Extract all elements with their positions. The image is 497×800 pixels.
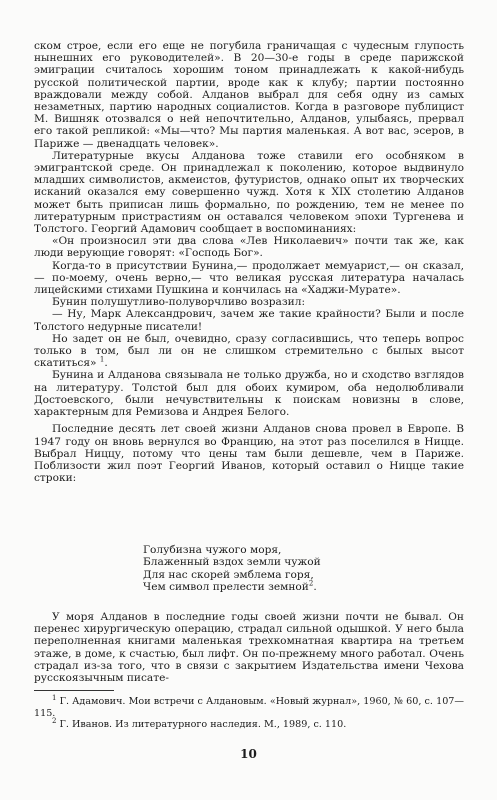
- poem: [143, 544, 443, 594]
- footnote-1: [34, 693, 464, 719]
- paragraph-9: Последние десять лет своей жизни Алданов снова провел в Европе. В 1947 году он вновь вернулся во Францию, на этот раз поселился в Ницце. Выбрал Ниццу, потому что цены там были дешевле, чем в Париже. Поблизости жил поэт Георгий Иванов, который оставил о Ницце такие строки:: [34, 423, 464, 485]
- paragraph-4: Когда-то в присутствии Бунина,— продолжает мемуарист,— он сказал,— по-моему, очень верно,— что великая русская литература началась лицейскими стихами Пушкина и кончилась на «Хаджи-Мурате».: [34, 259, 464, 297]
- poem-line-3: Для нас скорей эмблема горя,: [143, 568, 314, 581]
- page-number: 10: [240, 747, 257, 761]
- paragraph-7: Но задет он не был, очевидно, сразу согласившись, что теперь вопрос только в том, был ли он не слишком стремительно с былых высот скатиться» $^1$.: [34, 332, 464, 370]
- paragraph-8: Бунина и Алданова связывала не только дружба, но и сходство взглядов на литературу. Толстой был для обоих кумиром, оба недолюбливали Достоевского, были нечувствительны к поискам новизны в слове, характерным для Ремизова и Андрея Белого.: [34, 369, 464, 419]
- footnote-2: [34, 719, 464, 731]
- poem-line-2: Блаженный вздох земли чужой: [143, 556, 321, 569]
- footnote-ref-2: 2: [308, 579, 314, 588]
- paragraph-5: Бунин полушутливо-полуворчливо возразил:: [52, 296, 306, 309]
- poem-line-4: Чем символ прелести земной$^2$.: [143, 579, 317, 594]
- footnote-ref-1: 1: [99, 355, 105, 364]
- paragraph-3-quote: «Он произносил эти два слова «Лев Николаевич» почти так же, как люди верующие говорят: «Господь Бог».: [34, 235, 464, 260]
- paragraph-2: Литературные вкусы Алданова тоже ставили его особняком в эмигрантской среде. Он принадлежал к поколению, которое выдвинуло младших символистов, акмеистов, футуристов, однако опыт их творческих исканий оказался ему совершенно чужд. Хотя к XIX столетию Алданов может быть приписан лишь формально, по рождению, тем не менее по литературным пристрастиям он оставался человеком эпохи Тургенева и Толстого. Георгий Адамович сообщает в воспоминаниях:: [34, 149, 464, 236]
- paragraph-7-text: Но задет он не был, очевидно, сразу согласившись, что теперь вопрос только в том, был ли он не слишком стремительно с былых высот скатиться»: [34, 332, 464, 370]
- footnote-1-text: Г. Адамович. Мои встречи с Алдановым. «Новый журнал», 1960, № 60, с. 107—115.: [34, 696, 464, 719]
- closing-paragraph: У моря Алданов в последние годы своей жизни почти не бывал. Он перенес хирургическую операцию, страдал сильной одышкой. У него была переполненная книгами маленькая трехкомнатная квартира на третьем этаже, в доме, к счастью, был лифт. Он по-прежнему много работал. Очень страдал из-за того, что в связи с закрытием Издательства имени Чехова русскоязычным писате-: [34, 611, 464, 685]
- paragraph-6: — Ну, Марк Александрович, зачем же такие крайности? Были и после Толстого недурные писатели!: [34, 308, 464, 333]
- paragraph-1: ском строе, если его еще не погубила граничащая с чудесным глупость нынешних его руководителей». В 20—30-е годы в среде парижской эмиграции считалось хорошим тоном принадлежать к какой-нибудь русской политической партии, вроде как к клубу; партии постоянно враждовали между собой. Алданов выбрал для себя одну из самых незаметных, партию народных социалистов. Когда в разговоре публицист М. Вишняк отозвался о ней непочтительно, Алданов, улыбаясь, прервал его такой репликой: «Мы—что? Мы партия маленькая. А вот вас, эсеров, в Париже — двенадцать человек».: [34, 40, 464, 150]
- main-text: [34, 40, 464, 484]
- footnote-2-text: Г. Иванов. Из литературного наследия. М., 1989, с. 110.: [59, 719, 347, 731]
- footnote-divider: [34, 690, 114, 691]
- poem-line-1: Голубизна чужого моря,: [143, 544, 282, 556]
- footnote-1-mark: 1: [52, 693, 57, 702]
- footnote-2-mark: 2: [52, 717, 57, 725]
- poem-line-4-text: Чем символ прелести земной: [143, 581, 309, 594]
- closing-text: [34, 611, 464, 684]
- footnotes: [34, 693, 464, 731]
